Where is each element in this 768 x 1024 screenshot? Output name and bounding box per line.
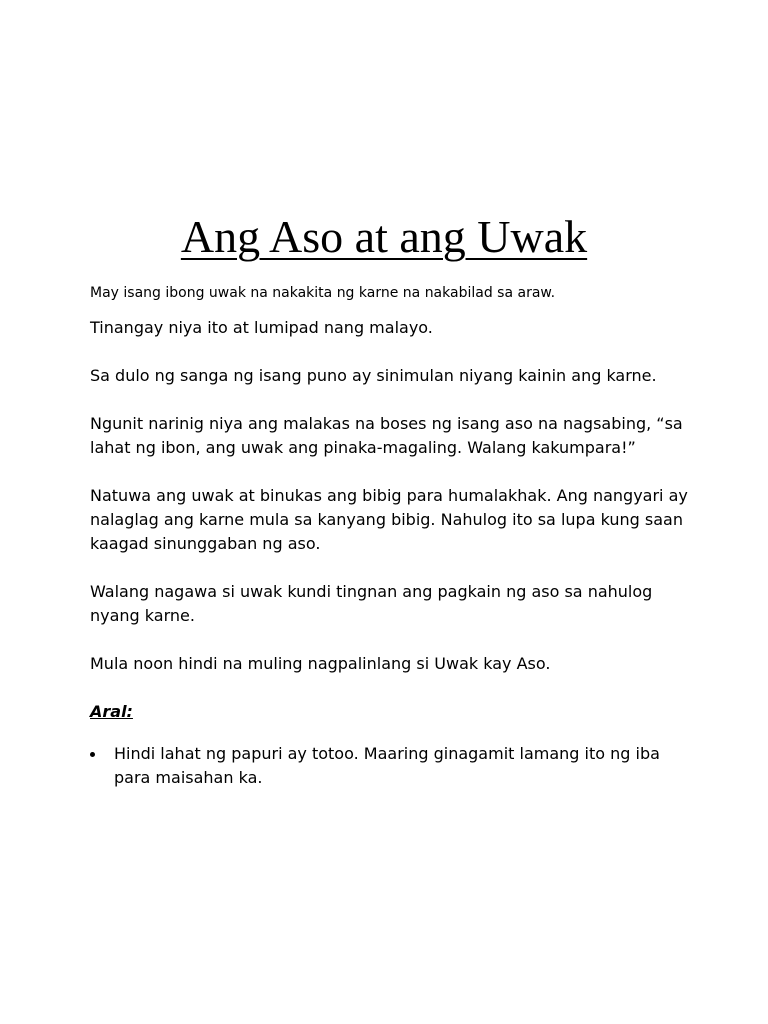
lesson-list [90, 742, 690, 790]
story-paragraph: Mula noon hindi na muling nagpalinlang si Uwak kay Aso. [90, 654, 551, 673]
story-paragraph: Natuwa ang uwak at binukas ang bibig para humalakhak. Ang nangyari ay nalaglag ang karne mula sa kanyang bibig. Nahulog ito sa lupa kung saan kaagad sinunggaban ng aso. [90, 486, 688, 553]
story-paragraph: Ngunit narinig niya ang malakas na boses ng isang aso na nagsabing, “sa lahat ng ibon, ang uwak ang pinaka-magaling. Walang kakumpara!” [90, 414, 683, 457]
lesson-item [90, 742, 690, 790]
intro-paragraph: May isang ibong uwak na nakakita ng karne na nakabilad sa araw. [90, 285, 556, 301]
story-paragraph: Sa dulo ng sanga ng isang puno ay sinimulan niyang kainin ang karne. [90, 366, 657, 385]
lesson-heading: Aral: [90, 702, 133, 721]
document-title: Ang Aso at ang Uwak [180, 211, 588, 262]
lesson-text: Hindi lahat ng papuri ay totoo. Maaring ginagamit lamang ito ng iba para maisahan ka. [114, 744, 660, 787]
story-paragraph: Walang nagawa si uwak kundi tingnan ang pagkain ng aso sa nahulog nyang karne. [90, 582, 653, 625]
story-paragraph: Tinangay niya ito at lumipad nang malayo. [90, 318, 433, 337]
bullet-icon [90, 752, 95, 757]
